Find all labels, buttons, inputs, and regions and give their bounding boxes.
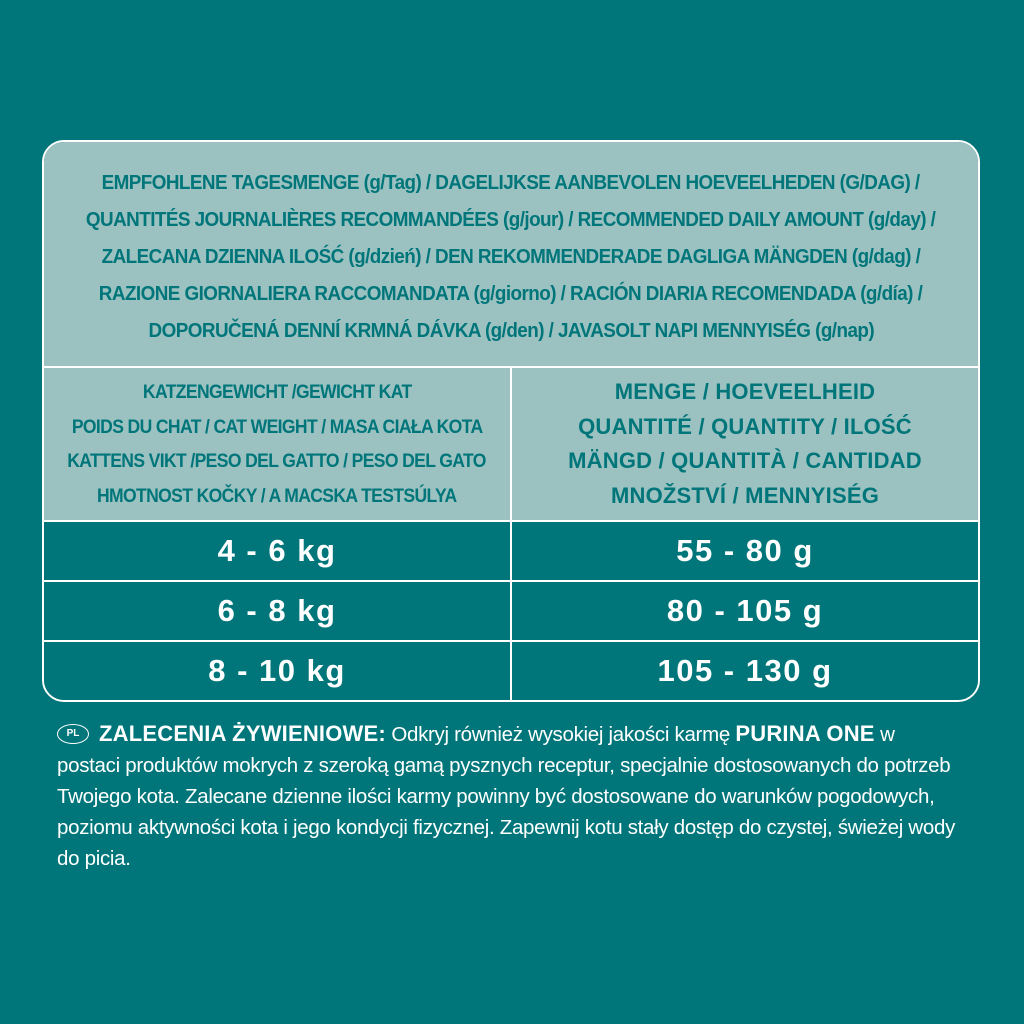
table-row xyxy=(44,642,978,700)
amount-cell: 105 - 130 g xyxy=(657,653,833,688)
weight-column-header xyxy=(44,368,512,520)
table-row xyxy=(44,522,978,582)
weight-header-line: KATZENGEWICHT /GEWICHT KAT xyxy=(142,381,412,403)
amount-header-line: QUANTITÉ / QUANTITY / ILOŚĆ xyxy=(578,413,912,439)
weight-cell: 4 - 6 kg xyxy=(44,522,512,580)
weight-header-line: KATTENS VIKT /PESO DEL GATTO / PESO DEL GATO xyxy=(67,450,487,472)
column-headers xyxy=(44,368,978,522)
table-row xyxy=(44,582,978,642)
amount-header-line: MNOŽSTVÍ / MENNYISÉG xyxy=(610,482,880,508)
weight-cell: 8 - 10 kg xyxy=(44,642,512,700)
weight-header-line: POIDS DU CHAT / CAT WEIGHT / MASA CIAŁA KOTA xyxy=(71,415,483,438)
title-line: ZALECANA DZIENNA ILOŚĆ (g/dzień) / DEN REKOMMENDERADE DAGLIGA MÄNGDEN (g/dag) / xyxy=(101,244,921,268)
title-line: QUANTITÉS JOURNALIÈRES RECOMMANDÉES (g/jour) / RECOMMENDED DAILY AMOUNT (g/day) / xyxy=(86,207,936,231)
title-line: RAZIONE GIORNALIERA RACCOMANDATA (g/giorno) / RACIÓN DIARIA RECOMENDADA (g/día) / xyxy=(99,281,923,305)
feeding-recommendation-note xyxy=(57,718,957,874)
note-text: w postaci produktów mokrych z szeroką gamą pysznych receptur, specjalnie dostosowanych do potrzeb Twojego kota. Zalecane dzienne ilości karmy powinny być dostosowane do warunków pogodowych, poziomu aktywności kota i jego kondycji fizycznej. Zapewnij kotu stały dostęp do czystej, świeżej wody do picia. xyxy=(57,723,956,870)
amount-header-line: MENGE / HOEVEELHEID xyxy=(614,379,876,404)
amount-header-line: MÄNGD / QUANTITÀ / CANTIDAD xyxy=(568,448,922,473)
weight-cell: 6 - 8 kg xyxy=(44,582,512,640)
note-text: Odkryj również wysokiej jakości karmę xyxy=(385,723,736,746)
amount-cell: 80 - 105 g xyxy=(666,593,824,628)
note-heading: ZALECENIA ŻYWIENIOWE: xyxy=(99,721,386,746)
title-line: EMPFOHLENE TAGESMENGE (g/Tag) / DAGELIJKSE AANBEVOLEN HOEVEELHEDEN (G/DAG) / xyxy=(102,170,920,194)
language-badge: PL xyxy=(57,724,89,744)
amount-cell: 55 - 80 g xyxy=(676,533,814,568)
brand-name: PURINA ONE xyxy=(735,721,875,746)
feeding-table xyxy=(42,140,980,702)
title-line: DOPORUČENÁ DENNÍ KRMNÁ DÁVKA (g/den) / JAVASOLT NAPI MENNYISÉG (g/nap) xyxy=(148,318,874,342)
amount-column-header xyxy=(512,368,978,520)
weight-header-line: HMOTNOST KOČKY / A MACSKA TESTSÚLYA xyxy=(97,484,457,507)
table-title xyxy=(44,142,978,368)
